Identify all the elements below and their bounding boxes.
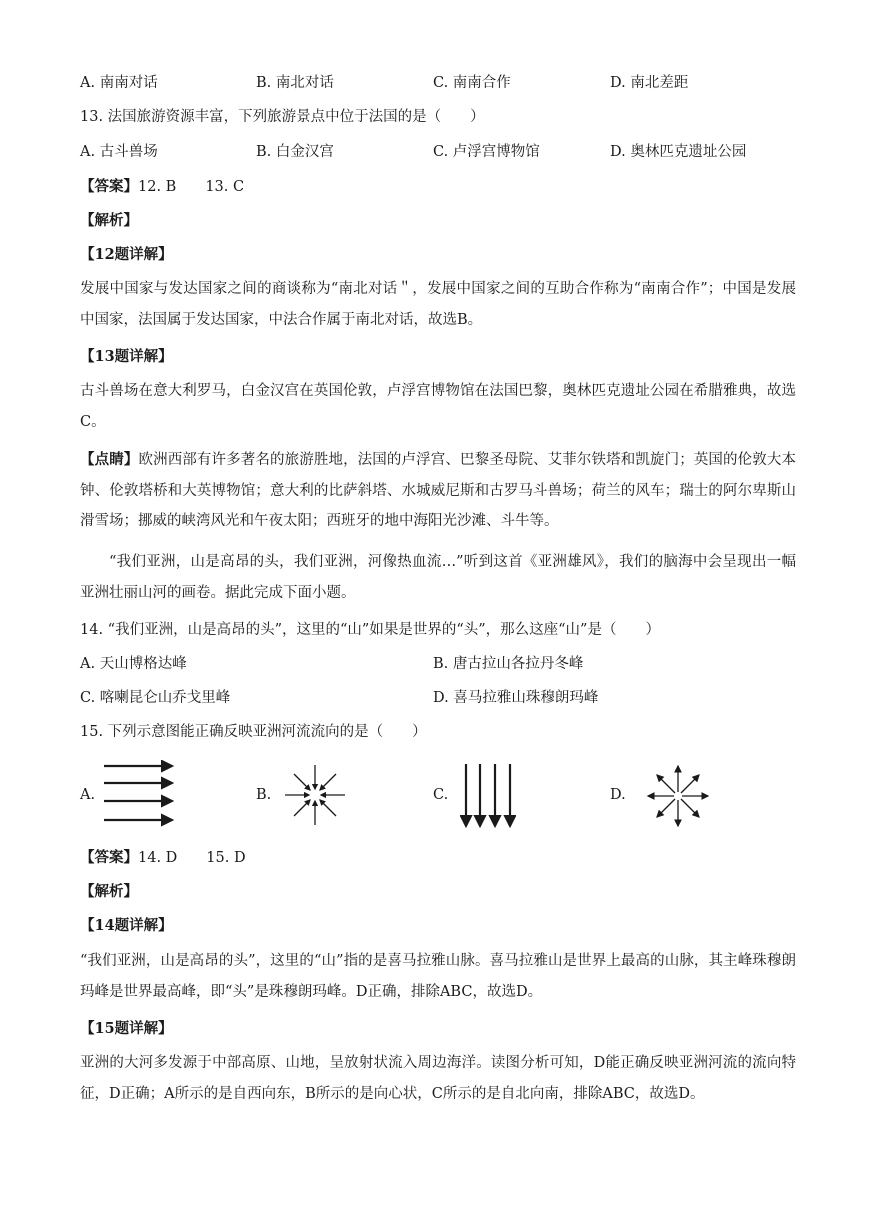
answer-label: 【答案】: [80, 178, 138, 195]
passage-intro: “我们亚洲，山是高昂的头，我们亚洲，河像热血流…”听到这首《亚洲雄风》，我们的脑海中会呈现出一幅亚洲壮丽山河的画卷。据此完成下面小题。: [80, 554, 796, 601]
q13-option-b: B. 白金汉宫: [256, 144, 334, 160]
q12-option-c: C. 南南合作: [433, 75, 511, 91]
answer-text-2: 14. D 15. D: [138, 850, 246, 866]
q13-option-c: C. 卢浮宫博物馆: [433, 144, 540, 160]
figure-c-north-south-arrows: [460, 760, 516, 832]
detail-15-title: 【15题详解】: [80, 1020, 173, 1037]
detail-13-title: 【13题详解】: [80, 348, 173, 365]
detail-15-text: 亚洲的大河多发源于中部高原、山地，呈放射状流入周边海洋。读图分析可知，D能正确反映亚洲河流的流向特征，D正确；A所示的是自西向东，B所示的是向心状，C所示的是自北向南，排除ABC，故选D。: [80, 1055, 796, 1102]
figure-a-west-east-arrows: [100, 760, 180, 828]
tip-text: 欧洲西部有许多著名的旅游胜地，法国的卢浮宫、巴黎圣母院、艾菲尔铁塔和凯旋门；英国的伦敦大本钟、伦敦塔桥和大英博物馆；意大利的比萨斜塔、水城威尼斯和古罗马斗兽场；荷兰的风车；瑞士的阿尔卑斯山滑雪场；挪威的峡湾风光和午夜太阳；西班牙的地中海阳光沙滩、斗牛等。: [80, 452, 797, 529]
q15-label-b: B.: [256, 787, 272, 803]
q12-option-b: B. 南北对话: [256, 75, 334, 91]
detail-12-text: 发展中国家与发达国家之间的商谈称为“南北对话＂，发展中国家之间的互助合作称为“南南合作”；中国是发展中国家，法国属于发达国家，中法合作属于南北对话，故选B。: [80, 281, 796, 328]
q14-option-c: C. 喀喇昆仑山乔戈里峰: [80, 690, 231, 706]
detail-14-title: 【14题详解】: [80, 917, 173, 934]
answer-12-13: [80, 177, 244, 197]
analysis-heading: 【解析】: [80, 212, 138, 229]
q14-option-b: B. 唐古拉山各拉丹冬峰: [433, 656, 584, 672]
figure-b-centripetal-arrows: [282, 762, 348, 828]
tip-paragraph: [80, 445, 796, 537]
q15-label-d: D.: [610, 787, 626, 803]
tip-label: 【点睛】: [80, 451, 139, 468]
detail-13-text: 古斗兽场在意大利罗马，白金汉宫在英国伦敦，卢浮宫博物馆在法国巴黎，奥林匹克遗址公园在希腊雅典，故选C。: [80, 383, 796, 430]
q13-option-d: D. 奥林匹克遗址公园: [610, 144, 747, 160]
detail-14-text: “我们亚洲，山是高昂的头”，这里的“山”指的是喜马拉雅山脉。喜马拉雅山是世界上最高的山脉，其主峰珠穆朗玛峰是世界最高峰，即“头”是珠穆朗玛峰。D正确，排除ABC，故选D。: [80, 953, 796, 1000]
q13-option-a: A. 古斗兽场: [80, 144, 158, 160]
q15-stem: 15. 下列示意图能正确反映亚洲河流流向的是（ ）: [80, 724, 427, 740]
q14-option-a: A. 天山博格达峰: [80, 656, 187, 672]
analysis-heading-2: 【解析】: [80, 883, 138, 900]
q14-option-d: D. 喜马拉雅山珠穆朗玛峰: [433, 690, 599, 706]
q13-stem: 13. 法国旅游资源丰富，下列旅游景点中位于法国的是（ ）: [80, 109, 485, 125]
answer-text: 12. B 13. C: [138, 179, 245, 195]
q15-label-c: C.: [433, 787, 449, 803]
detail-12-title: 【12题详解】: [80, 246, 173, 263]
answer-14-15: [80, 848, 246, 868]
answer-label-2: 【答案】: [80, 849, 138, 866]
q12-option-a: A. 南南对话: [80, 75, 158, 91]
q14-stem: 14. “我们亚洲，山是高昂的头”，这里的“山”如果是世界的“头”，那么这座“山”是（ ）: [80, 622, 660, 638]
figure-d-radial-outward-arrows: [644, 762, 712, 830]
q15-label-a: A.: [80, 787, 96, 803]
q12-option-d: D. 南北差距: [610, 75, 689, 91]
